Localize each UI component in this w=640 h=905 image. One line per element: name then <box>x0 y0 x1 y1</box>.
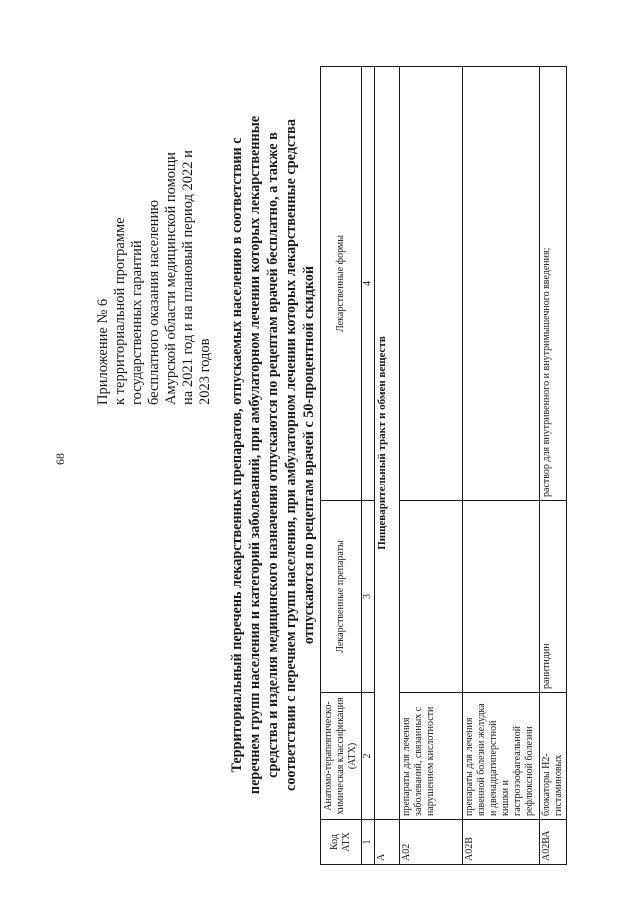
table-row <box>540 67 567 865</box>
appendix-line: на 2021 год и на плановый период 2022 и <box>180 150 196 405</box>
section-heading: Пищеварительный тракт и обмен веществ <box>375 67 400 820</box>
dosage-form: раствор для внутривенного и внутримышечного введения; <box>540 67 567 501</box>
appendix-line: 2023 годов <box>197 338 213 405</box>
document-title: Территориальный перечень лекарственных препаратов, отпускаемых населению в соответствии с перечнем групп населения и категорий заболеваний, при амбулаторном лечении которых лекарственные средства и изделия медицинского назначения отпускаются по рецептам врачей бесплатно, а также в соответствии с перечнем групп населения, при амбулаторном лечении которых лекарственные средства отпускаются по рецептам врачей с 50-процентной скидкой <box>229 115 317 795</box>
drug-name: ранитидин <box>540 501 567 693</box>
table-row <box>375 67 400 865</box>
atc-code: А02 <box>400 820 463 865</box>
atc-classification: блокаторы Н2-гистаминовых <box>540 693 567 820</box>
appendix-header <box>95 45 214 405</box>
drug-name <box>463 501 540 693</box>
header-atc-code: Код АТХ <box>321 820 362 865</box>
atc-code: А02В <box>463 820 540 865</box>
header-drugs: Лекарственные препараты <box>321 501 362 693</box>
appendix-line: к территориальной программе <box>112 217 128 405</box>
dosage-form <box>463 67 540 501</box>
appendix-line: государственных гарантий <box>129 240 145 405</box>
appendix-line: бесплатного оказания населению <box>146 199 162 405</box>
header-atc-classification: Анатомо-терапевтическо-химическая классификация (АТХ) <box>321 693 362 820</box>
atc-code: А02ВА <box>540 820 567 865</box>
atc-classification: препараты для лечения заболеваний, связанных с нарушением кислотности <box>400 693 463 820</box>
drug-list-table <box>320 66 567 865</box>
dosage-form <box>400 67 463 501</box>
table-header-row <box>321 67 362 865</box>
atc-classification: препараты для лечения язвенной болезни желудка и двенадцатиперстной кишки и гастроэзофагеальной рефлюксной болезни <box>463 693 540 820</box>
page-number: 68 <box>53 453 67 465</box>
column-number: 4 <box>362 67 375 501</box>
column-number-row <box>362 67 375 865</box>
table-row <box>463 67 540 865</box>
column-number: 2 <box>362 693 375 820</box>
header-dosage-forms: Лекарственные формы <box>321 67 362 501</box>
drug-name <box>400 501 463 693</box>
atc-code: А <box>375 820 400 865</box>
column-number: 1 <box>362 820 375 865</box>
table-row <box>400 67 463 865</box>
appendix-line: Амурской области медицинской помощи <box>163 152 179 405</box>
appendix-line: Приложение № 6 <box>95 298 111 405</box>
column-number: 3 <box>362 501 375 693</box>
